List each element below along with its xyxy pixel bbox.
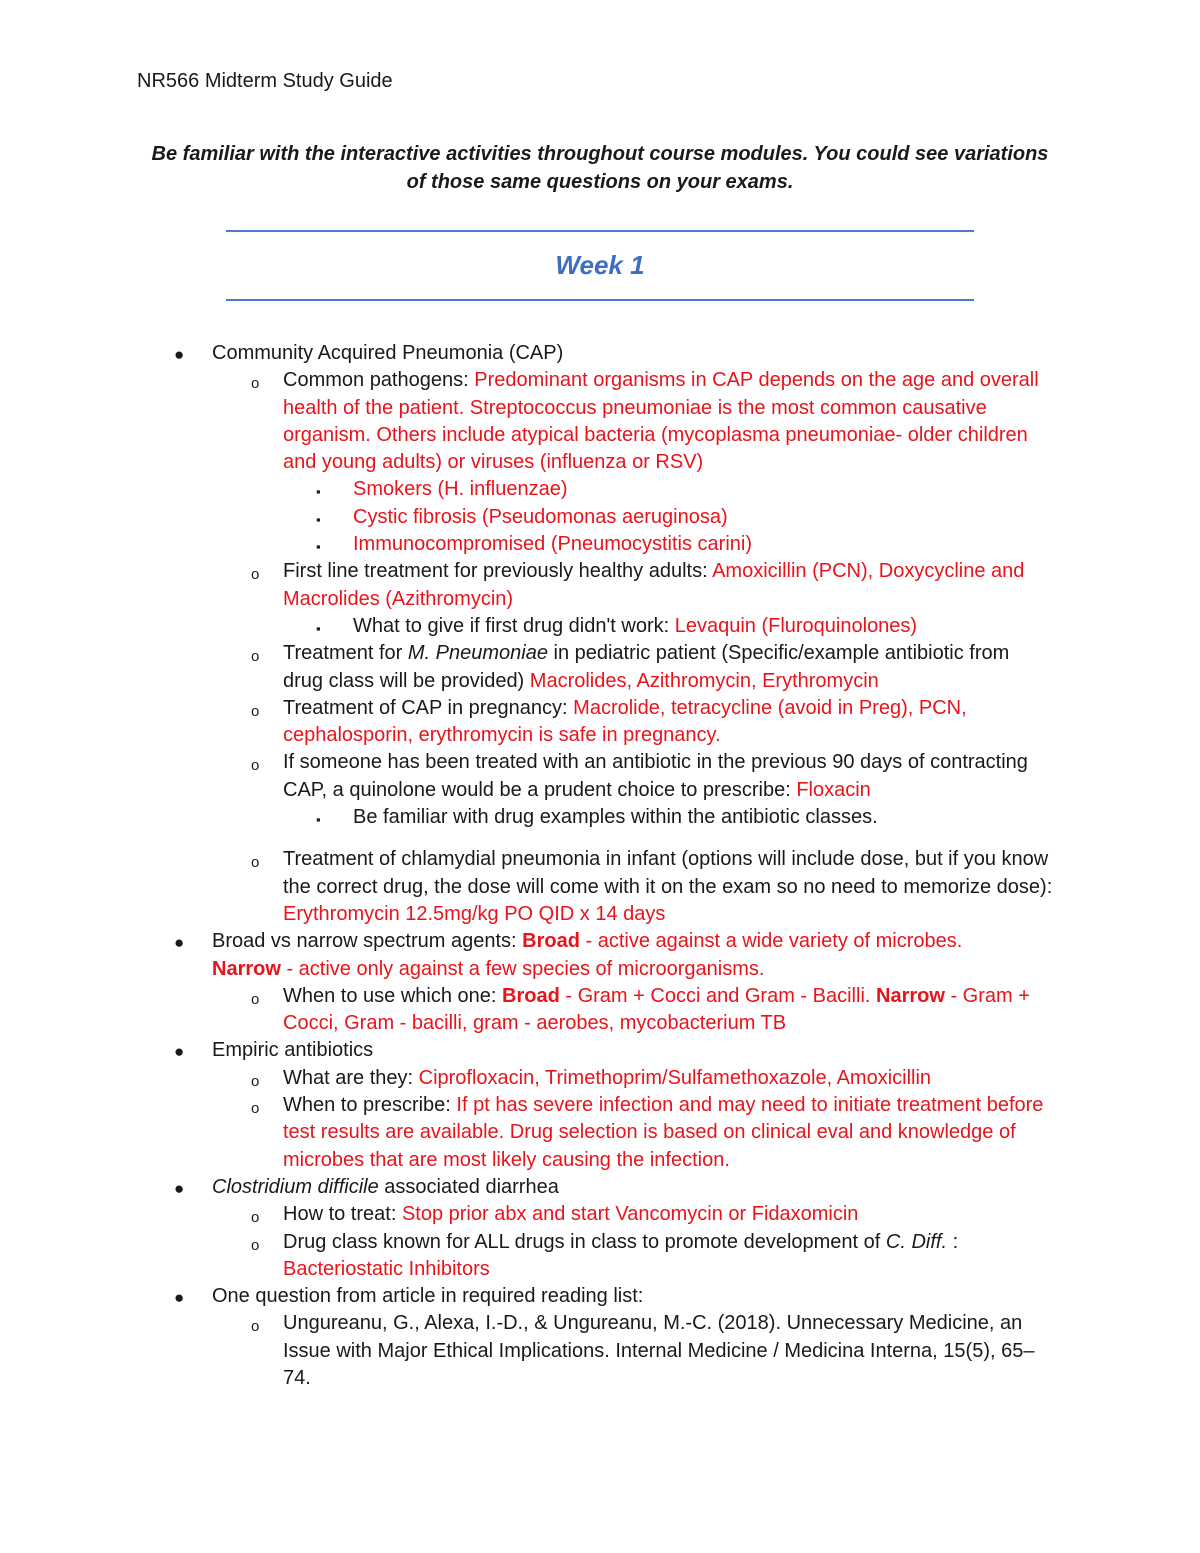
list-item-reading <box>0 1283 1200 1310</box>
square-bullet-marker: ▪ <box>316 812 321 828</box>
list-item-cystic-fibrosis <box>0 504 1200 531</box>
sub-bullet-marker: o <box>251 375 260 393</box>
list-item-m-pneumoniae <box>0 640 1200 695</box>
bullet-marker: ● <box>174 345 185 364</box>
sub-bullet-marker: o <box>251 854 260 872</box>
list-item-second-drug <box>0 613 1200 640</box>
question-label: in pediatric patient (Specific/example antibiotic from drug class will be provided) <box>283 642 1010 692</box>
answer-text: - active against a wide variety of microbes. <box>579 930 963 953</box>
empiric-title: Empiric antibiotics <box>212 1039 374 1062</box>
organism-name: C. Diff. <box>885 1230 948 1253</box>
sub-bullet-marker: o <box>251 648 260 666</box>
question-label: When to prescribe: <box>283 1094 457 1117</box>
question-label: Treatment of chlamydial pneumonia in infant (options will include dose, but if you know the correct drug, the dose will come with it on the exam so no need to memorize dose): <box>283 848 1053 898</box>
answer-text: Predominant organisms in CAP depends on the age and overall health of the patient. Streptococcus pneumoniae is the most common causative organism. Others include atypical bacteria (mycoplasma pneumoniae- older children and young adults) or viruses (influenza or RSV) <box>283 369 1039 474</box>
sub-bullet-marker: o <box>251 1209 260 1227</box>
sub-bullet-marker: o <box>251 1100 260 1118</box>
list-item-when-to-prescribe <box>0 1092 1200 1174</box>
bullet-marker: ● <box>174 1288 185 1308</box>
answer-text: Floxacin <box>796 778 871 801</box>
square-bullet-marker: ▪ <box>316 511 321 527</box>
organism-name: M. Pneumoniae <box>407 642 548 665</box>
answer-text: If pt has severe infection and may need to initiate treatment before test results are available. Drug selection is based on clinical eval and knowledge of microbes that are most likely causing the infection. <box>283 1094 1044 1171</box>
question-label: Drug class known for ALL drugs in class to promote development of <box>283 1230 886 1253</box>
question-label: Broad vs narrow spectrum agents: <box>212 930 523 953</box>
question-label: How to treat: <box>283 1203 402 1226</box>
sub-bullet-marker: o <box>251 702 260 720</box>
list-item-chlamydia <box>0 846 1200 928</box>
organism-name: Clostridium difficile <box>212 1175 379 1198</box>
answer-text: Stop prior abx and start Vancomycin or Fidaxomicin <box>401 1203 859 1226</box>
note-text: Be familiar with drug examples within the antibiotic classes. <box>353 806 878 829</box>
list-item-citation <box>0 1310 1200 1392</box>
answer-text: Ciprofloxacin, Trimethoprim/Sulfamethoxazole, Amoxicillin <box>418 1066 932 1089</box>
answer-text: Erythromycin 12.5mg/kg PO QID x 14 days <box>283 902 666 925</box>
top-divider <box>226 230 974 232</box>
sub-bullet-marker: o <box>251 1318 260 1336</box>
question-label: First line treatment for previously healthy adults: <box>283 560 713 583</box>
question-label: If someone has been treated with an antibiotic in the previous 90 days of contracting CAP, a quinolone would be a prudent choice to prescribe: <box>283 751 1028 801</box>
sub-bullet-marker: o <box>251 1072 260 1090</box>
term-narrow: Narrow <box>212 957 281 980</box>
week-title: Week 1 <box>555 250 645 280</box>
sub-bullet-marker: o <box>251 566 260 584</box>
square-bullet-marker: ▪ <box>316 620 321 636</box>
term-narrow: Narrow <box>876 984 945 1007</box>
question-label: Common pathogens: <box>283 369 475 392</box>
answer-text: Immunocompromised (Pneumocystitis carini) <box>353 533 753 556</box>
list-item-drug-class <box>0 1229 1200 1284</box>
list-item-cap <box>0 340 1200 367</box>
list-item-prior-antibiotic <box>0 749 1200 804</box>
bullet-marker: ● <box>174 1178 185 1198</box>
answer-text: Bacteriostatic Inhibitors <box>283 1257 490 1280</box>
document-header: NR566 Midterm Study Guide <box>137 70 393 92</box>
question-label: What are they: <box>283 1066 419 1089</box>
square-bullet-marker: ▪ <box>316 539 321 555</box>
intro-instructions: Be familiar with the interactive activities throughout course modules. You could see variations of those same questions on your exams. <box>151 143 1049 193</box>
bullet-marker: ● <box>174 1042 185 1062</box>
answer-text: - Gram + Cocci, Gram - bacilli, gram - aerobes, mycobacterium TB <box>283 984 1030 1035</box>
study-guide-content <box>0 340 1200 1392</box>
question-label: Treatment of CAP in pregnancy: <box>283 696 574 719</box>
answer-text: Levaquin (Fluroquinolones) <box>674 614 918 637</box>
list-item-immunocompromised <box>0 531 1200 558</box>
answer-text: Cystic fibrosis (Pseudomonas aeruginosa) <box>353 505 728 528</box>
list-item-how-to-treat <box>0 1201 1200 1228</box>
term-broad: Broad <box>522 930 580 953</box>
list-item-c-diff <box>0 1174 1200 1201</box>
list-item-pregnancy <box>0 695 1200 750</box>
citation-text: Ungureanu, G., Alexa, I.-D., & Ungureanu, M.-C. (2018). Unnecessary Medicine, an Issue with Major Ethical Implications. Internal Medicine / Medicina Interna, 15(5), 65–74. <box>283 1312 1035 1389</box>
list-item-smokers <box>0 476 1200 503</box>
question-label: When to use which one: <box>283 984 503 1007</box>
term-broad: Broad <box>502 984 560 1007</box>
sub-bullet-marker: o <box>251 757 260 775</box>
question-label: What to give if first drug didn't work: <box>353 614 675 637</box>
bullet-marker: ● <box>174 933 185 953</box>
answer-text: Macrolides, Azithromycin, Erythromycin <box>529 669 879 692</box>
list-item-spectrum <box>0 928 1200 983</box>
list-item-first-line <box>0 558 1200 613</box>
answer-text: Amoxicillin (PCN), Doxycycline and Macrolides (Azithromycin) <box>283 560 1025 610</box>
cap-title: Community Acquired Pneumonia (CAP) <box>212 342 564 364</box>
reading-title: One question from article in required reading list: <box>212 1285 644 1308</box>
question-label: Treatment for <box>283 642 408 665</box>
list-item-familiar <box>0 804 1200 831</box>
cdiff-title: associated diarrhea <box>378 1175 559 1198</box>
sub-bullet-marker: o <box>251 990 260 1008</box>
list-item-when-to-use <box>0 983 1200 1038</box>
list-item-what-are-they <box>0 1065 1200 1092</box>
bottom-divider <box>226 299 974 301</box>
question-label: : <box>947 1230 959 1253</box>
answer-text: Smokers (H. influenzae) <box>353 478 568 501</box>
list-item-empiric <box>0 1037 1200 1064</box>
list-item-pathogens <box>0 367 1200 476</box>
answer-text: - Gram + Cocci and Gram - Bacilli. <box>559 984 876 1007</box>
square-bullet-marker: ▪ <box>316 484 321 500</box>
answer-text: Macrolide, tetracycline (avoid in Preg), PCN, cephalosporin, erythromycin is safe in pregnancy. <box>283 696 967 747</box>
sub-bullet-marker: o <box>251 1236 260 1254</box>
answer-text: - active only against a few species of microorganisms. <box>280 957 765 980</box>
